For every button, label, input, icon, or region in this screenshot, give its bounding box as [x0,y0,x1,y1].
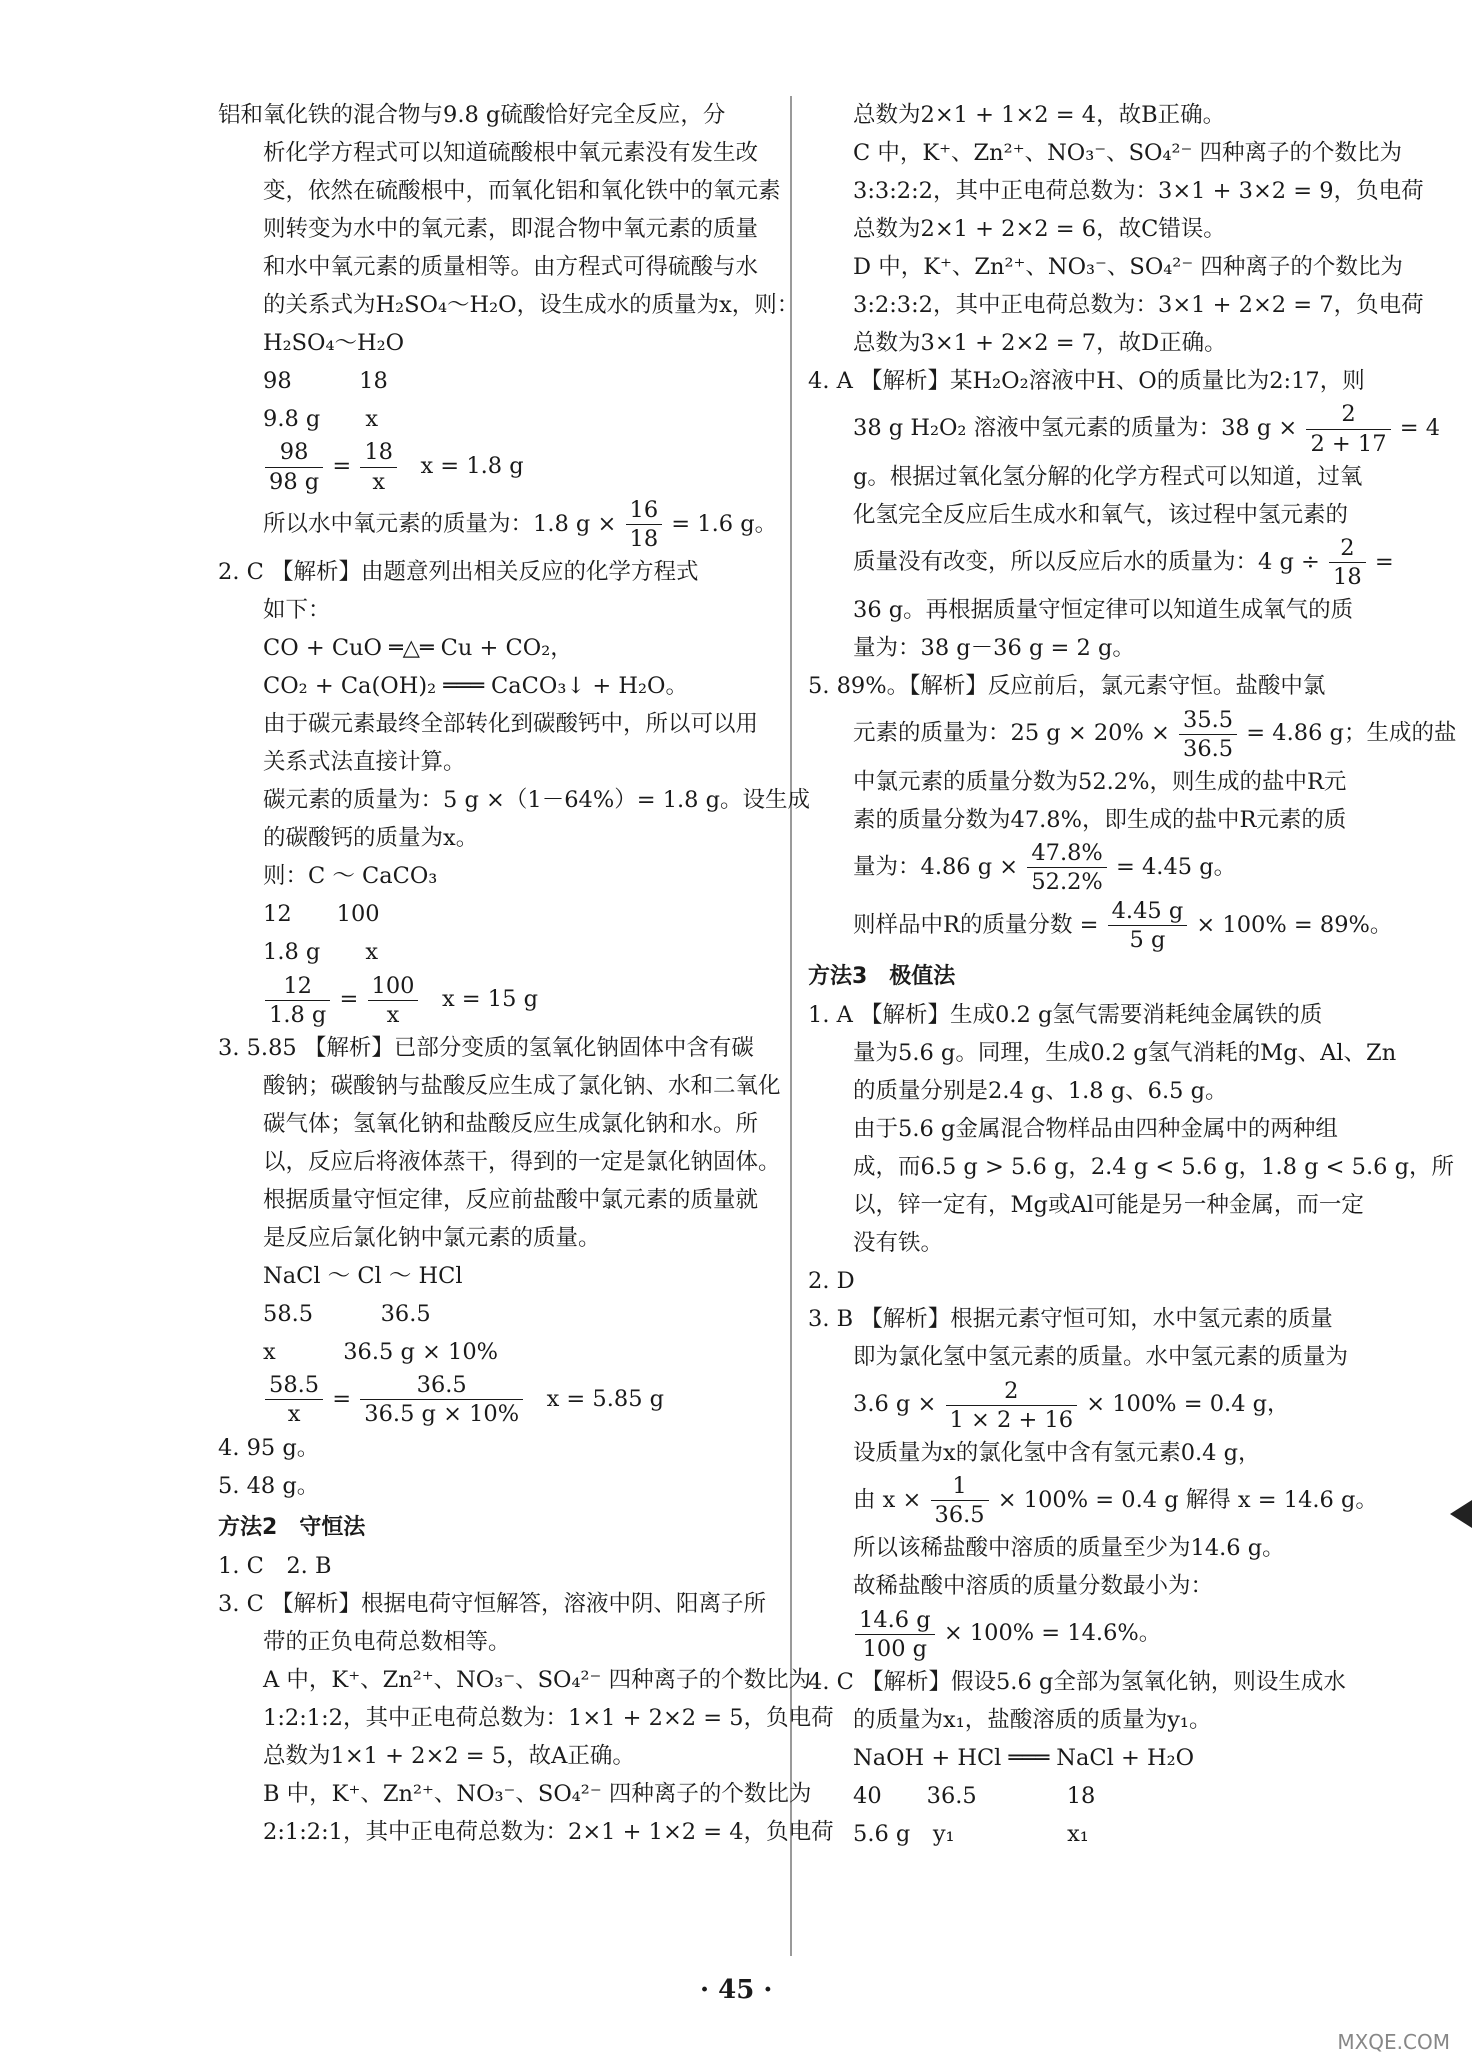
formula-line: 58.5 36.5 [263,1300,431,1327]
formula-line: H₂SO₄～H₂O [263,330,405,356]
text-line: 如下： [263,597,331,624]
text-line: 故稀盐酸中溶质的质量分数最小为： [853,1573,1214,1600]
fraction: $\frac{12}{1.8 g}$ [265,972,330,1029]
text-line: 碳气体；氢氧化钠和盐酸反应生成氯化钠和水。所 [263,1110,759,1137]
question-4: 4. A 【解析】某H₂O₂溶液中H、O的质量比为2:17，则 [808,368,1365,394]
text-line: 的碳酸钙的质量为x。 [263,825,479,852]
formula-line: 1.8 g x [263,939,379,966]
fraction-equation: $\frac{14.6 g}{100 g}$ × 100% = 14.6%。 [808,1605,1416,1663]
text-line: 根据质量守恒定律，反应前盐酸中氯元素的质量就 [263,1186,759,1213]
text-line: 总数为2×1 + 2×2 = 6，故C错误。 [853,216,1226,242]
text-line: 没有铁。 [853,1230,944,1257]
text-line: 由于5.6 g金属混合物样品由四种金属中的两种组 [853,1116,1338,1143]
right-column [808,96,1457,1853]
fraction-equation: 由 x × $\frac{1}{36.5}$ × 100% = 0.4 g 解得 x = 14.6 g。 [853,1473,1378,1529]
fraction: $\frac{14.6 g}{100 g}$ [855,1606,935,1663]
equation: CO₂ + Ca(OH)₂ ═══ CaCO₃↓ + H₂O。 [263,673,688,700]
fraction-equation: $\frac{58.5}{x}$ = $\frac{36.5}{36.5 g \times 10\%}$ x = 5.85 g [218,1371,826,1429]
text-line: B 中，K⁺、Zn²⁺、NO₃⁻、SO₄²⁻ 四种离子的个数比为 [263,1780,812,1807]
equation: CO + CuO ═△═ Cu + CO₂， [263,635,573,662]
text-line: 3:3:2:2，其中正电荷总数为：3×1 + 3×2 = 9，负电荷 [853,178,1424,204]
text-line: 即为氯化氢中氢元素的质量。水中氢元素的质量为 [853,1344,1349,1371]
fraction: $\frac{35.5}{36.5}$ [1179,706,1237,763]
fraction: $\frac{2}{2 + 17}$ [1306,400,1390,457]
fraction-equation: 量为：4.86 g × $\frac{47.8\%}{52.2\%}$ = 4.45 g。 [853,840,1237,896]
text-line: g。根据过氧化氢分解的化学方程式可以知道，过氧 [853,463,1363,490]
formula-line: 98 18 [263,368,388,394]
text-line: D 中，K⁺、Zn²⁺、NO₃⁻、SO₄²⁻ 四种离子的个数比为 [853,254,1403,280]
formula-line: x 36.5 g × 10% [263,1338,499,1365]
fraction-equation: $\frac{98}{98 g}$ = $\frac{18}{x}$ x = 1.8 g [218,438,826,496]
text-line: 3:2:3:2，其中正电荷总数为：3×1 + 2×2 = 7，负电荷 [853,292,1424,318]
question-1: 1. A 【解析】生成0.2 g氢气需要消耗纯金属铁的质 [808,1002,1323,1029]
text-line: 量为5.6 g。同理，生成0.2 g氢气消耗的Mg、Al、Zn [853,1040,1397,1067]
formula-line: NaCl ～ Cl ～ HCl [263,1262,463,1289]
question-3: 3. 5.85 【解析】已部分变质的氢氧化钠固体中含有碳 [218,1034,754,1061]
text-line: 酸钠；碳酸钠与盐酸反应生成了氯化钠、水和二氧化 [263,1072,781,1099]
text-line: 和水中氧元素的质量相等。由方程式可得硫酸与水 [263,254,759,280]
text-line: 由于碳元素最终全部转化到碳酸钙中，所以可以用 [263,711,759,738]
text-line: C 中，K⁺、Zn²⁺、NO₃⁻、SO₄²⁻ 四种离子的个数比为 [853,140,1403,166]
text-line: 以，锌一定有，Mg或Al可能是另一种金属，而一定 [853,1192,1364,1219]
question-2: 2. C 【解析】由题意列出相关反应的化学方程式 [218,559,699,586]
fraction: $\frac{47.8\%}{52.2\%}$ [1027,839,1106,896]
text-line: 化氢完全反应后生成水和氧气，该过程中氢元素的 [853,501,1349,528]
question-4: 4. C 【解析】假设5.6 g全部为氢氧化钠，则设生成水 [808,1669,1346,1695]
question-5: 5. 89%。【解析】反应前后，氯元素守恒。盐酸中氯 [808,673,1326,700]
question-4: 4. 95 g。 [218,1434,320,1461]
text-line: 设质量为x的氯化氢中含有氢元素0.4 g， [853,1439,1261,1466]
text-line: 量为：38 g－36 g = 2 g。 [853,635,1135,662]
text-line: A 中，K⁺、Zn²⁺、NO₃⁻、SO₄²⁻ 四种离子的个数比为 [263,1666,812,1693]
fraction: $\frac{2}{18}$ [1329,534,1366,591]
page-edge-marker-icon [1450,1500,1472,1528]
text-line: 36 g。再根据质量守恒定律可以知道生成氧气的质 [853,597,1354,624]
text-line: 变，依然在硫酸根中，而氧化铝和氧化铁中的氧元素 [263,178,781,204]
section-heading: 方法2 守恒法 [218,1514,366,1540]
fraction: $\frac{18}{x}$ [360,438,397,495]
formula-line: 40 36.5 18 [853,1783,1096,1809]
section-heading: 方法3 极值法 [808,964,956,990]
text-line: 的质量分别是2.4 g、1.8 g、6.5 g。 [853,1078,1228,1105]
question-2: 2. D [808,1268,855,1295]
fraction-equation: 元素的质量为：25 g × 20% × $\frac{35.5}{36.5}$ = 4.86 g；生成的盐 [853,706,1457,762]
formula-line: 则：C ～ CaCO₃ [263,863,438,890]
fraction-equation: 所以水中氧元素的质量为：1.8 g × $\frac{16}{18}$ = 1.6 g。 [263,497,778,553]
text-line: 铝和氧化铁的混合物与9.8 g硫酸恰好完全反应，分 [218,102,726,128]
text-line: 中氯元素的质量分数为52.2%，则生成的盐中R元 [853,768,1347,795]
text-line: 所以该稀盐酸中溶质的质量至少为14.6 g。 [853,1535,1285,1562]
fraction: $\frac{100}{x}$ [368,972,419,1029]
fraction: $\frac{98}{98 g}$ [265,438,323,495]
question-5: 5. 48 g。 [218,1472,320,1499]
text-line: 1:2:1:2，其中正电荷总数为：1×1 + 2×2 = 5，负电荷 [263,1704,834,1731]
text-line: 以，反应后将液体蒸干，得到的一定是氯化钠固体。 [263,1148,781,1175]
fraction-equation: 38 g H₂O₂ 溶液中氢元素的质量为：38 g × $\frac{2}{2 + 17}$ = 4 [853,401,1441,457]
fraction-equation: $\frac{12}{1.8 g}$ = $\frac{100}{x}$ x = 15 g [218,971,826,1029]
text-line: 是反应后氯化钠中氯元素的质量。 [263,1224,601,1251]
formula-line: 5.6 g y₁ x₁ [853,1821,1089,1847]
question-3: 3. C 【解析】根据电荷守恒解答，溶液中阴、阳离子所 [218,1590,766,1617]
fraction: $\frac{1}{36.5}$ [931,1472,989,1529]
text-line: 关系式法直接计算。 [263,749,466,776]
text-line: 2:1:2:1，其中正电荷总数为：2×1 + 1×2 = 4，负电荷 [263,1818,834,1845]
text-line: 总数为2×1 + 1×2 = 4，故B正确。 [853,102,1226,128]
text-line: 素的质量分数为47.8%，即生成的盐中R元素的质 [853,806,1347,833]
text-line: 成，而6.5 g > 5.6 g，2.4 g < 5.6 g，1.8 g < 5.6 g，所 [853,1154,1454,1181]
text-line: 的关系式为H₂SO₄～H₂O，设生成水的质量为x，则： [263,292,800,318]
text-line: 总数为3×1 + 2×2 = 7，故D正确。 [853,330,1227,356]
fraction-equation: 则样品中R的质量分数 = $\frac{4.45 g}{5 g}$ × 100% = 89%。 [853,897,1393,953]
text-line: 析化学方程式可以知道硫酸根中氧元素没有发生改 [263,140,759,166]
formula-line: 9.8 g x [263,406,379,432]
fraction: $\frac{36.5}{36.5 g \times 10\%}$ [360,1371,523,1428]
text-line: 则转变为水中的氧元素，即混合物中氧元素的质量 [263,216,759,242]
watermark-logo: MXQE.COM [1337,2030,1450,2054]
answer-line: 1. C 2. B [218,1552,332,1579]
fraction: $\frac{58.5}{x}$ [265,1371,323,1428]
text-line: 带的正负电荷总数相等。 [263,1628,511,1655]
equation: NaOH + HCl ═══ NaCl + H₂O [853,1745,1195,1771]
question-3: 3. B 【解析】根据元素守恒可知，水中氢元素的质量 [808,1306,1333,1333]
page-number: · 45 · [700,1975,773,2005]
text-line: 碳元素的质量为：5 g ×（1－64%）= 1.8 g。设生成 [263,787,811,814]
fraction: $\frac{2}{1 \times 2 + 16}$ [946,1377,1078,1434]
text-line: 的质量为x₁，盐酸溶质的质量为y₁。 [853,1707,1212,1733]
fraction: $\frac{16}{18}$ [626,496,663,553]
fraction-equation: 质量没有改变，所以反应后水的质量为：4 g ÷ $\frac{2}{18}$ = [853,535,1394,591]
fraction-equation: 3.6 g × $\frac{2}{1 \times 2 + 16}$ × 100% = 0.4 g， [853,1377,1290,1433]
text-line: 总数为1×1 + 2×2 = 5，故A正确。 [263,1742,635,1769]
fraction: $\frac{4.45 g}{5 g}$ [1108,897,1188,954]
formula-line: 12 100 [263,901,380,928]
